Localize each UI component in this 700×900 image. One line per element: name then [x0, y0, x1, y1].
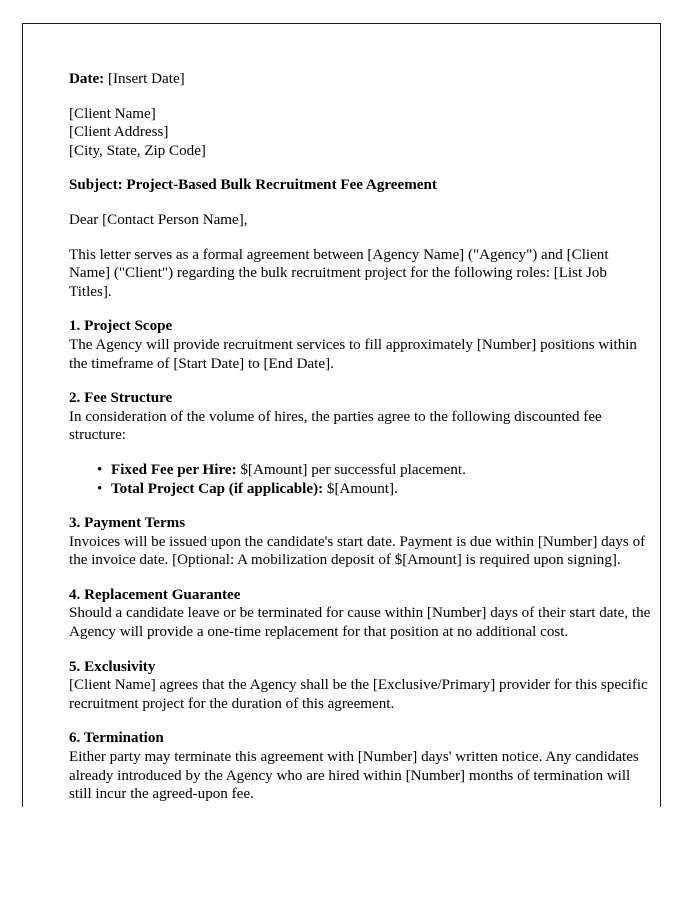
- date-value: [Insert Date]: [107, 71, 185, 87]
- date-line: [69, 70, 651, 89]
- section-project-scope: [69, 317, 651, 373]
- fee-structure-list: [69, 461, 651, 498]
- section-fee-structure: [69, 389, 651, 445]
- section-heading: 2. Fee Structure: [69, 390, 173, 407]
- section-body: Invoices will be issued upon the candidate's start date. Payment is due within [Number] days of the invoice date. [Optional: A mobilization deposit of $[Amount] is required upon signing].: [69, 533, 646, 569]
- section-termination: [69, 729, 651, 803]
- section-body: In consideration of the volume of hires, the parties agree to the following discounted fee structure:: [69, 408, 602, 444]
- list-item: [111, 480, 651, 499]
- section-heading: 1. Project Scope: [69, 318, 173, 335]
- date-label: Date:: [69, 71, 105, 87]
- list-item: [111, 461, 651, 480]
- salutation: Dear [Contact Person Name],: [69, 211, 248, 228]
- fee-item-rest: $[Amount] per successful placement.: [236, 461, 466, 478]
- document-body: [69, 70, 651, 820]
- recipient-city-state-zip: [City, State, Zip Code]: [69, 142, 206, 159]
- subject-line: Subject: Project-Based Bulk Recruitment Fee Agreement: [69, 177, 437, 194]
- recipient-address: [Client Address]: [69, 124, 169, 141]
- fee-item-lead: Total Project Cap (if applicable):: [111, 480, 324, 497]
- intro-paragraph: This letter serves as a formal agreement between [Agency Name] ("Agency") and [Client Name] ("Client") regarding the bulk recruitment project for the following roles: [List Job Titles].: [69, 246, 609, 300]
- section-heading: 3. Payment Terms: [69, 515, 186, 532]
- section-payment-terms: [69, 514, 651, 570]
- section-heading: 6. Termination: [69, 730, 164, 747]
- section-body: [Client Name] agrees that the Agency shall be the [Exclusive/Primary] provider for this specific recruitment project for the duration of this agreement.: [69, 677, 648, 712]
- recipient-address-block: [69, 105, 651, 161]
- fee-item-lead: Fixed Fee per Hire:: [111, 461, 237, 478]
- section-heading: 4. Replacement Guarantee: [69, 586, 241, 603]
- document-page-frame: [22, 23, 661, 807]
- section-replacement-guarantee: [69, 586, 651, 642]
- section-body: The Agency will provide recruitment services to fill approximately [Number] positions within the timeframe of [Start Date] to [End Date].: [69, 336, 637, 372]
- section-body: Should a candidate leave or be terminated for cause within [Number] days of their start date, the Agency will provide a one-time replacement for that position at no additional cost.: [69, 605, 651, 641]
- section-body: Either party may terminate this agreement with [Number] days' written notice. Any candidates already introduced by the Agency who are hired within [Number] months of termination will still incur the agreed-upon fee.: [69, 749, 639, 803]
- section-exclusivity: [69, 658, 651, 714]
- recipient-name: [Client Name]: [69, 105, 156, 122]
- section-heading: 5. Exclusivity: [69, 658, 156, 675]
- fee-item-rest: $[Amount].: [323, 480, 398, 497]
